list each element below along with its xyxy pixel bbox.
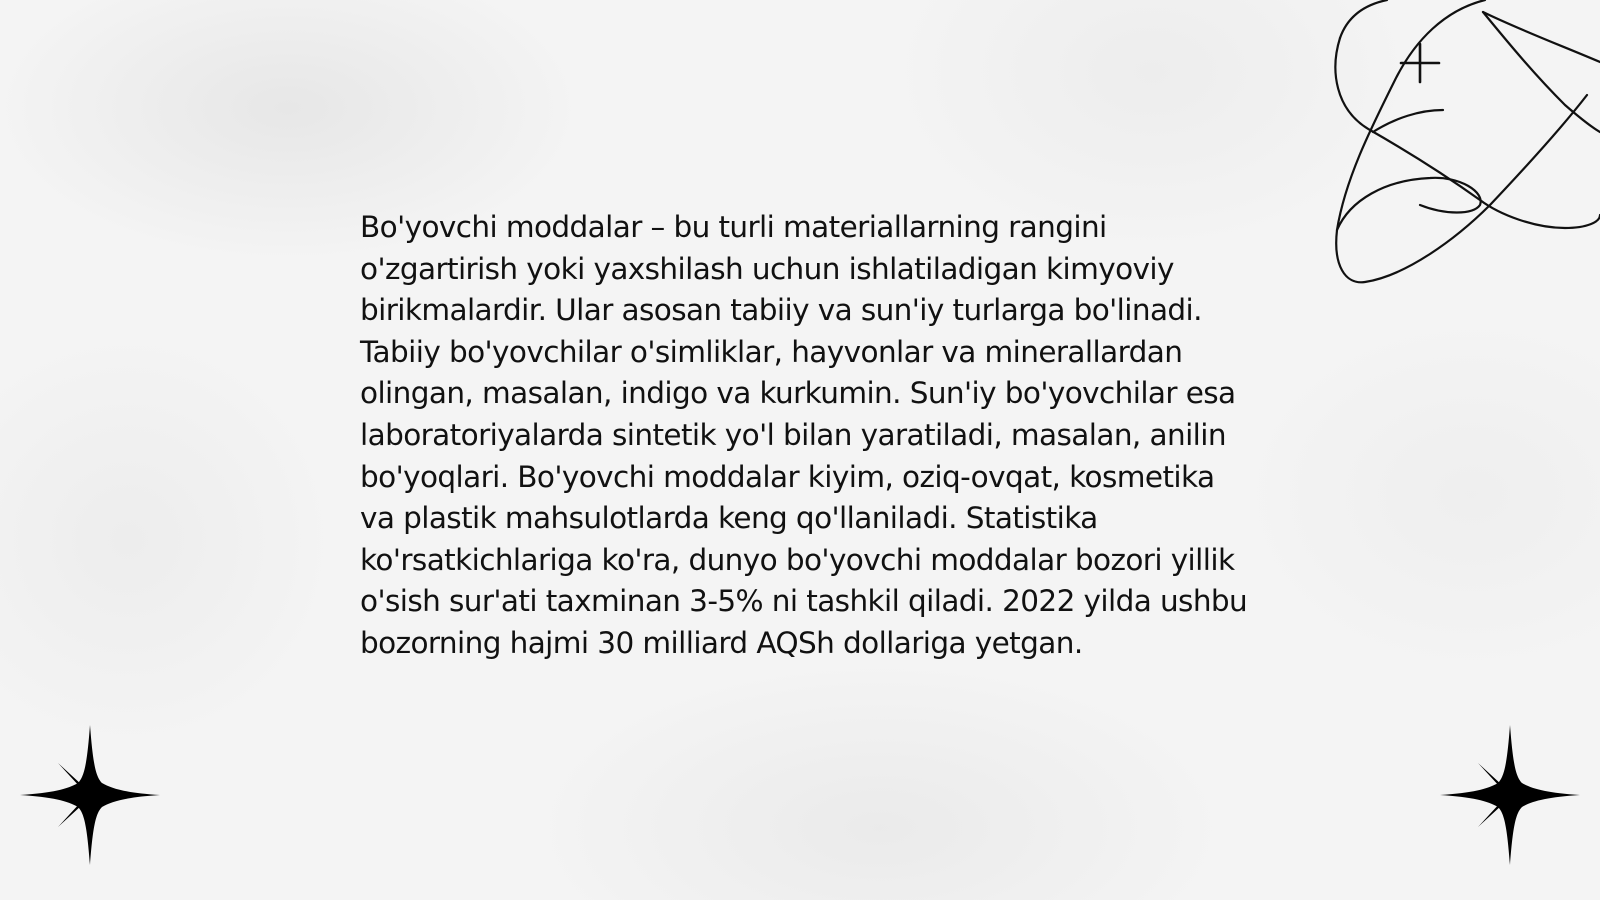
orbit-lines-icon: [1325, 0, 1600, 290]
four-point-star-icon: [20, 725, 160, 865]
four-point-star-icon: [1440, 725, 1580, 865]
body-paragraph: Bo'yovchi moddalar – bu turli materiallarning rangini o'zgartirish yoki yaxshilash uchun ishlatiladigan kimyoviy birikmalardir. Ular asosan tabiiy va sun'iy turlarga bo'linadi. Tabiiy bo'yovchilar o'simliklar, hayvonlar va minerallardan olingan, masalan, indigo va kurkumin. Sun'iy bo'yovchilar esa laboratoriyalarda sintetik yo'l bilan yaratiladi, masalan, anilin bo'yoqlari. Bo'yovchi moddalar kiyim, oziq-ovqat, kosmetika va plastik mahsulotlarda keng qo'llaniladi. Statistika ko'rsatkichlariga ko'ra, dunyo bo'yovchi moddalar bozori yillik o'sish sur'ati taxminan 3-5% ni tashkil qiladi. 2022 yilda ushbu bozorning hajmi 30 milliard AQSh dollariga yetgan.: [360, 210, 1248, 660]
